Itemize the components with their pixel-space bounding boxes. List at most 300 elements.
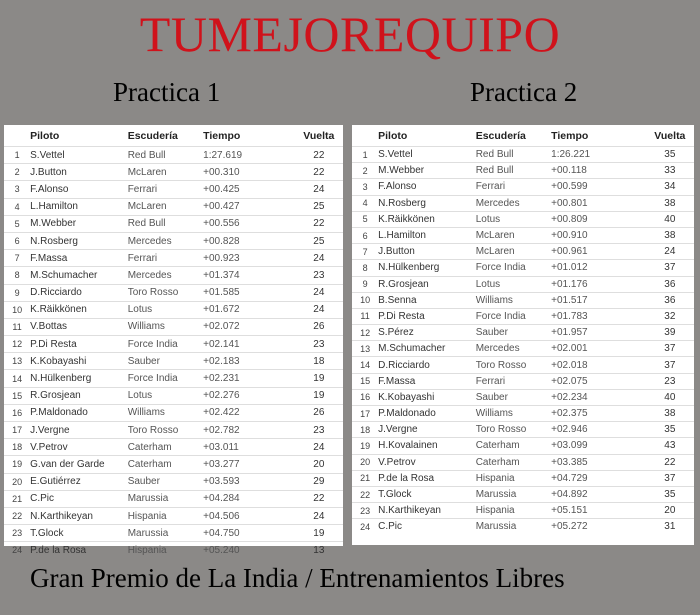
- cell-team: Red Bull: [128, 215, 203, 232]
- practice-1-results-body: [4, 147, 343, 559]
- cell-team: Force India: [476, 308, 551, 324]
- table-row: [352, 179, 694, 195]
- cell-time: +02.422: [203, 404, 295, 421]
- cell-driver: J.Vergne: [378, 422, 476, 438]
- cell-team: Marussia: [128, 525, 203, 542]
- cell-time: +02.276: [203, 387, 295, 404]
- cell-laps: 36: [646, 292, 694, 308]
- cell-position: 6: [4, 232, 30, 249]
- cell-team: Lotus: [128, 387, 203, 404]
- cell-team: Ferrari: [476, 373, 551, 389]
- cell-team: Marussia: [128, 490, 203, 507]
- cell-driver: P.Di Resta: [378, 308, 476, 324]
- cell-driver: P.de la Rosa: [30, 542, 128, 559]
- cell-laps: 24: [295, 250, 343, 267]
- cell-position: 2: [352, 163, 378, 179]
- cell-team: McLaren: [476, 227, 551, 243]
- table-row: [352, 357, 694, 373]
- column-header-time: Tiempo: [551, 129, 589, 142]
- cell-team: Red Bull: [476, 147, 551, 163]
- cell-time: +02.075: [551, 373, 646, 389]
- cell-laps: 32: [646, 308, 694, 324]
- cell-driver: N.Hülkenberg: [30, 370, 128, 387]
- table-row: [352, 389, 694, 405]
- cell-laps: 24: [295, 507, 343, 524]
- cell-team: Toro Rosso: [128, 284, 203, 301]
- cell-driver: M.Schumacher: [378, 341, 476, 357]
- column-header-time: Tiempo: [203, 129, 241, 142]
- cell-driver: P.Maldonado: [378, 406, 476, 422]
- table-row: [4, 370, 343, 387]
- table-row: [4, 525, 343, 542]
- cell-team: Williams: [128, 318, 203, 335]
- table-row: [4, 542, 343, 559]
- cell-time: +03.593: [203, 473, 295, 490]
- table-row: [4, 336, 343, 353]
- cell-time: +03.099: [551, 438, 646, 454]
- cell-position: 23: [352, 503, 378, 519]
- cell-team: Caterham: [476, 454, 551, 470]
- cell-time: +00.961: [551, 244, 646, 260]
- table-row: [352, 519, 694, 535]
- practice-1-results-panel: [4, 125, 343, 556]
- cell-position: 10: [352, 292, 378, 308]
- cell-position: 8: [352, 260, 378, 276]
- banner-title: TUMEJOREQUIPO: [139, 6, 561, 62]
- cell-laps: 25: [295, 232, 343, 249]
- practice-1-title: Practica 1: [113, 77, 221, 107]
- cell-team: Toro Rosso: [476, 357, 551, 373]
- cell-driver: T.Glock: [378, 486, 476, 502]
- cell-time: +03.385: [551, 454, 646, 470]
- cell-driver: N.Karthikeyan: [378, 503, 476, 519]
- cell-team: Marussia: [476, 519, 551, 535]
- cell-position: 7: [4, 250, 30, 267]
- cell-laps: 24: [295, 181, 343, 198]
- cell-driver: H.Kovalainen: [378, 438, 476, 454]
- cell-laps: 33: [646, 163, 694, 179]
- table-row: [352, 341, 694, 357]
- cell-laps: 37: [646, 357, 694, 373]
- cell-driver: N.Karthikeyan: [30, 507, 128, 524]
- cell-position: 24: [352, 519, 378, 535]
- cell-time: +00.556: [203, 215, 295, 232]
- table-row: [4, 490, 343, 507]
- cell-position: 10: [4, 301, 30, 318]
- cell-position: 20: [352, 454, 378, 470]
- cell-position: 11: [4, 318, 30, 335]
- cell-time: +02.141: [203, 336, 295, 353]
- cell-team: Lotus: [128, 301, 203, 318]
- cell-time: +00.828: [203, 232, 295, 249]
- cell-laps: 26: [295, 404, 343, 421]
- cell-driver: M.Schumacher: [30, 267, 128, 284]
- table-header-row: [4, 125, 343, 147]
- cell-position: 21: [352, 470, 378, 486]
- cell-position: 21: [4, 490, 30, 507]
- cell-position: 1: [352, 147, 378, 163]
- cell-time: +02.946: [551, 422, 646, 438]
- table-row: [352, 470, 694, 486]
- table-row: [4, 456, 343, 473]
- cell-time: +00.801: [551, 195, 646, 211]
- cell-driver: V.Petrov: [378, 454, 476, 470]
- cell-time: +01.783: [551, 308, 646, 324]
- cell-driver: K.Kobayashi: [378, 389, 476, 405]
- table-row: [352, 276, 694, 292]
- cell-laps: 20: [646, 503, 694, 519]
- cell-laps: 35: [646, 486, 694, 502]
- cell-driver: E.Gutiérrez: [30, 473, 128, 490]
- cell-laps: 22: [295, 164, 343, 181]
- cell-time: +01.672: [203, 301, 295, 318]
- cell-driver: R.Grosjean: [378, 276, 476, 292]
- table-row: [4, 318, 343, 335]
- cell-position: 3: [352, 179, 378, 195]
- cell-laps: 23: [646, 373, 694, 389]
- cell-laps: 35: [646, 422, 694, 438]
- table-row: [352, 163, 694, 179]
- table-row: [4, 387, 343, 404]
- cell-driver: M.Webber: [378, 163, 476, 179]
- cell-time: +02.183: [203, 353, 295, 370]
- table-row: [352, 373, 694, 389]
- cell-time: +03.011: [203, 439, 295, 456]
- cell-laps: 19: [295, 387, 343, 404]
- practice-2-results-panel: [352, 125, 694, 545]
- table-row: [352, 422, 694, 438]
- cell-laps: 43: [646, 438, 694, 454]
- cell-driver: P.Di Resta: [30, 336, 128, 353]
- cell-driver: G.van der Garde: [30, 456, 128, 473]
- cell-driver: J.Button: [30, 164, 128, 181]
- cell-laps: 19: [295, 525, 343, 542]
- cell-laps: 31: [646, 519, 694, 535]
- cell-time: +04.506: [203, 507, 295, 524]
- cell-position: 4: [352, 195, 378, 211]
- cell-laps: 24: [295, 301, 343, 318]
- cell-team: Sauber: [128, 473, 203, 490]
- cell-team: Sauber: [476, 325, 551, 341]
- cell-driver: R.Grosjean: [30, 387, 128, 404]
- cell-laps: 34: [646, 179, 694, 195]
- cell-driver: F.Alonso: [30, 181, 128, 198]
- cell-team: Lotus: [476, 211, 551, 227]
- cell-driver: L.Hamilton: [378, 227, 476, 243]
- cell-position: 14: [352, 357, 378, 373]
- cell-team: Caterham: [128, 439, 203, 456]
- cell-driver: P.Maldonado: [30, 404, 128, 421]
- cell-laps: 25: [295, 198, 343, 215]
- cell-time: +02.231: [203, 370, 295, 387]
- table-row: [352, 147, 694, 163]
- cell-team: Force India: [476, 260, 551, 276]
- cell-team: Marussia: [476, 486, 551, 502]
- column-header-laps: Vuelta: [303, 129, 335, 142]
- table-row: [352, 486, 694, 502]
- column-header-driver: Piloto: [378, 129, 408, 142]
- cell-driver: L.Hamilton: [30, 198, 128, 215]
- cell-team: Williams: [476, 406, 551, 422]
- table-row: [4, 198, 343, 215]
- column-header-team: Escudería: [127, 129, 178, 142]
- cell-time: 1:27.619: [203, 147, 295, 164]
- cell-laps: 23: [295, 336, 343, 353]
- cell-driver: J.Button: [378, 244, 476, 260]
- cell-team: Mercedes: [476, 195, 551, 211]
- cell-laps: 22: [295, 147, 343, 164]
- cell-driver: S.Vettel: [378, 147, 476, 163]
- cell-position: 1: [4, 147, 30, 164]
- cell-team: Mercedes: [128, 267, 203, 284]
- cell-driver: F.Alonso: [378, 179, 476, 195]
- cell-position: 5: [352, 211, 378, 227]
- cell-laps: 38: [646, 227, 694, 243]
- cell-team: Red Bull: [476, 163, 551, 179]
- footer-caption: Gran Premio de La India / Entrenamientos Libres: [30, 563, 565, 593]
- cell-laps: 26: [295, 318, 343, 335]
- cell-time: +02.018: [551, 357, 646, 373]
- cell-time: +04.892: [551, 486, 646, 502]
- cell-time: +01.957: [551, 325, 646, 341]
- cell-team: Mercedes: [128, 232, 203, 249]
- cell-team: Hispania: [128, 507, 203, 524]
- cell-driver: P.de la Rosa: [378, 470, 476, 486]
- cell-time: +00.923: [203, 250, 295, 267]
- table-row: [352, 325, 694, 341]
- table-row: [352, 454, 694, 470]
- column-header-driver: Piloto: [30, 129, 60, 142]
- cell-time: +05.151: [551, 503, 646, 519]
- cell-driver: F.Massa: [378, 373, 476, 389]
- cell-position: 3: [4, 181, 30, 198]
- practice-2-results-body: [352, 147, 694, 535]
- table-row: [352, 292, 694, 308]
- cell-laps: 23: [295, 267, 343, 284]
- cell-team: Hispania: [476, 503, 551, 519]
- cell-position: 16: [4, 404, 30, 421]
- cell-position: 4: [4, 198, 30, 215]
- cell-team: Caterham: [476, 438, 551, 454]
- practice-2-results-table: [352, 125, 694, 535]
- cell-team: Mercedes: [476, 341, 551, 357]
- cell-laps: 24: [295, 439, 343, 456]
- cell-driver: C.Pic: [378, 519, 476, 535]
- cell-time: 1:26.221: [551, 147, 646, 163]
- cell-position: 8: [4, 267, 30, 284]
- cell-position: 14: [4, 370, 30, 387]
- cell-driver: M.Webber: [30, 215, 128, 232]
- cell-position: 7: [352, 244, 378, 260]
- table-row: [4, 404, 343, 421]
- cell-laps: 37: [646, 470, 694, 486]
- cell-position: 23: [4, 525, 30, 542]
- table-header-row: [352, 125, 694, 147]
- cell-position: 22: [4, 507, 30, 524]
- cell-position: 5: [4, 215, 30, 232]
- cell-driver: D.Ricciardo: [30, 284, 128, 301]
- cell-time: +01.176: [551, 276, 646, 292]
- table-row: [352, 211, 694, 227]
- cell-driver: C.Pic: [30, 490, 128, 507]
- cell-time: +04.729: [551, 470, 646, 486]
- cell-position: 20: [4, 473, 30, 490]
- cell-position: 9: [4, 284, 30, 301]
- cell-laps: 24: [646, 244, 694, 260]
- cell-team: Red Bull: [128, 147, 203, 164]
- cell-driver: B.Senna: [378, 292, 476, 308]
- cell-time: +02.072: [203, 318, 295, 335]
- table-row: [4, 439, 343, 456]
- column-header-position: [4, 125, 30, 147]
- cell-laps: 39: [646, 325, 694, 341]
- table-row: [4, 267, 343, 284]
- cell-laps: 38: [646, 195, 694, 211]
- table-row: [4, 232, 343, 249]
- cell-position: 13: [4, 353, 30, 370]
- cell-time: +00.425: [203, 181, 295, 198]
- cell-team: McLaren: [476, 244, 551, 260]
- cell-team: Ferrari: [128, 181, 203, 198]
- cell-laps: 38: [646, 406, 694, 422]
- cell-team: Ferrari: [476, 179, 551, 195]
- cell-driver: N.Hülkenberg: [378, 260, 476, 276]
- cell-time: +00.427: [203, 198, 295, 215]
- cell-team: McLaren: [128, 164, 203, 181]
- cell-time: +00.599: [551, 179, 646, 195]
- cell-position: 15: [4, 387, 30, 404]
- practice-1-results-table: [4, 125, 343, 559]
- table-row: [4, 473, 343, 490]
- cell-time: +05.240: [203, 542, 295, 559]
- practice-2-title: Practica 2: [470, 77, 578, 107]
- table-row: [352, 227, 694, 243]
- cell-driver: F.Massa: [30, 250, 128, 267]
- cell-position: 18: [4, 439, 30, 456]
- cell-position: 2: [4, 164, 30, 181]
- cell-team: Williams: [128, 404, 203, 421]
- cell-laps: 22: [295, 215, 343, 232]
- cell-position: 15: [352, 373, 378, 389]
- cell-position: 19: [352, 438, 378, 454]
- cell-driver: D.Ricciardo: [378, 357, 476, 373]
- cell-laps: 24: [295, 284, 343, 301]
- cell-driver: T.Glock: [30, 525, 128, 542]
- cell-driver: V.Petrov: [30, 439, 128, 456]
- cell-team: Sauber: [476, 389, 551, 405]
- cell-laps: 19: [295, 370, 343, 387]
- column-header-laps: Vuelta: [654, 129, 686, 142]
- cell-time: +00.910: [551, 227, 646, 243]
- cell-position: 12: [4, 336, 30, 353]
- cell-position: 24: [4, 542, 30, 559]
- cell-time: +01.517: [551, 292, 646, 308]
- cell-position: 18: [352, 422, 378, 438]
- column-header-team: Escudería: [475, 129, 526, 142]
- cell-team: Williams: [476, 292, 551, 308]
- cell-team: Force India: [128, 336, 203, 353]
- cell-driver: K.Räikkönen: [378, 211, 476, 227]
- table-row: [352, 438, 694, 454]
- table-row: [352, 244, 694, 260]
- table-row: [352, 195, 694, 211]
- cell-team: Hispania: [476, 470, 551, 486]
- cell-position: 17: [4, 422, 30, 439]
- cell-team: Caterham: [128, 456, 203, 473]
- cell-time: +03.277: [203, 456, 295, 473]
- table-row: [4, 250, 343, 267]
- cell-position: 12: [352, 325, 378, 341]
- cell-laps: 20: [295, 456, 343, 473]
- cell-position: 6: [352, 227, 378, 243]
- table-row: [352, 503, 694, 519]
- cell-laps: 40: [646, 389, 694, 405]
- cell-time: +04.284: [203, 490, 295, 507]
- cell-position: 16: [352, 389, 378, 405]
- column-header-position: [352, 125, 378, 147]
- cell-time: +02.375: [551, 406, 646, 422]
- table-row: [352, 308, 694, 324]
- cell-driver: V.Bottas: [30, 318, 128, 335]
- cell-time: +02.001: [551, 341, 646, 357]
- cell-team: Toro Rosso: [476, 422, 551, 438]
- cell-position: 19: [4, 456, 30, 473]
- table-row: [352, 260, 694, 276]
- cell-team: Force India: [128, 370, 203, 387]
- cell-team: Sauber: [128, 353, 203, 370]
- table-row: [4, 284, 343, 301]
- cell-laps: 18: [295, 353, 343, 370]
- table-row: [4, 422, 343, 439]
- table-row: [4, 181, 343, 198]
- cell-time: +04.750: [203, 525, 295, 542]
- cell-team: Hispania: [128, 542, 203, 559]
- cell-laps: 36: [646, 276, 694, 292]
- cell-team: McLaren: [128, 198, 203, 215]
- cell-team: Ferrari: [128, 250, 203, 267]
- table-row: [4, 147, 343, 164]
- cell-driver: S.Vettel: [30, 147, 128, 164]
- table-row: [4, 215, 343, 232]
- cell-laps: 40: [646, 211, 694, 227]
- cell-team: Lotus: [476, 276, 551, 292]
- cell-driver: S.Pérez: [378, 325, 476, 341]
- cell-laps: 23: [295, 422, 343, 439]
- cell-laps: 29: [295, 473, 343, 490]
- cell-time: +01.012: [551, 260, 646, 276]
- cell-time: +02.234: [551, 389, 646, 405]
- cell-position: 11: [352, 308, 378, 324]
- cell-driver: K.Kobayashi: [30, 353, 128, 370]
- table-row: [4, 507, 343, 524]
- cell-driver: J.Vergne: [30, 422, 128, 439]
- cell-time: +00.118: [551, 163, 646, 179]
- cell-position: 9: [352, 276, 378, 292]
- cell-laps: 22: [646, 454, 694, 470]
- cell-driver: N.Rosberg: [378, 195, 476, 211]
- cell-time: +00.809: [551, 211, 646, 227]
- cell-time: +05.272: [551, 519, 646, 535]
- cell-laps: 35: [646, 147, 694, 163]
- table-row: [352, 406, 694, 422]
- cell-driver: N.Rosberg: [30, 232, 128, 249]
- cell-laps: 37: [646, 341, 694, 357]
- cell-laps: 37: [646, 260, 694, 276]
- cell-driver: K.Räikkönen: [30, 301, 128, 318]
- cell-laps: 22: [295, 490, 343, 507]
- table-row: [4, 301, 343, 318]
- table-row: [4, 164, 343, 181]
